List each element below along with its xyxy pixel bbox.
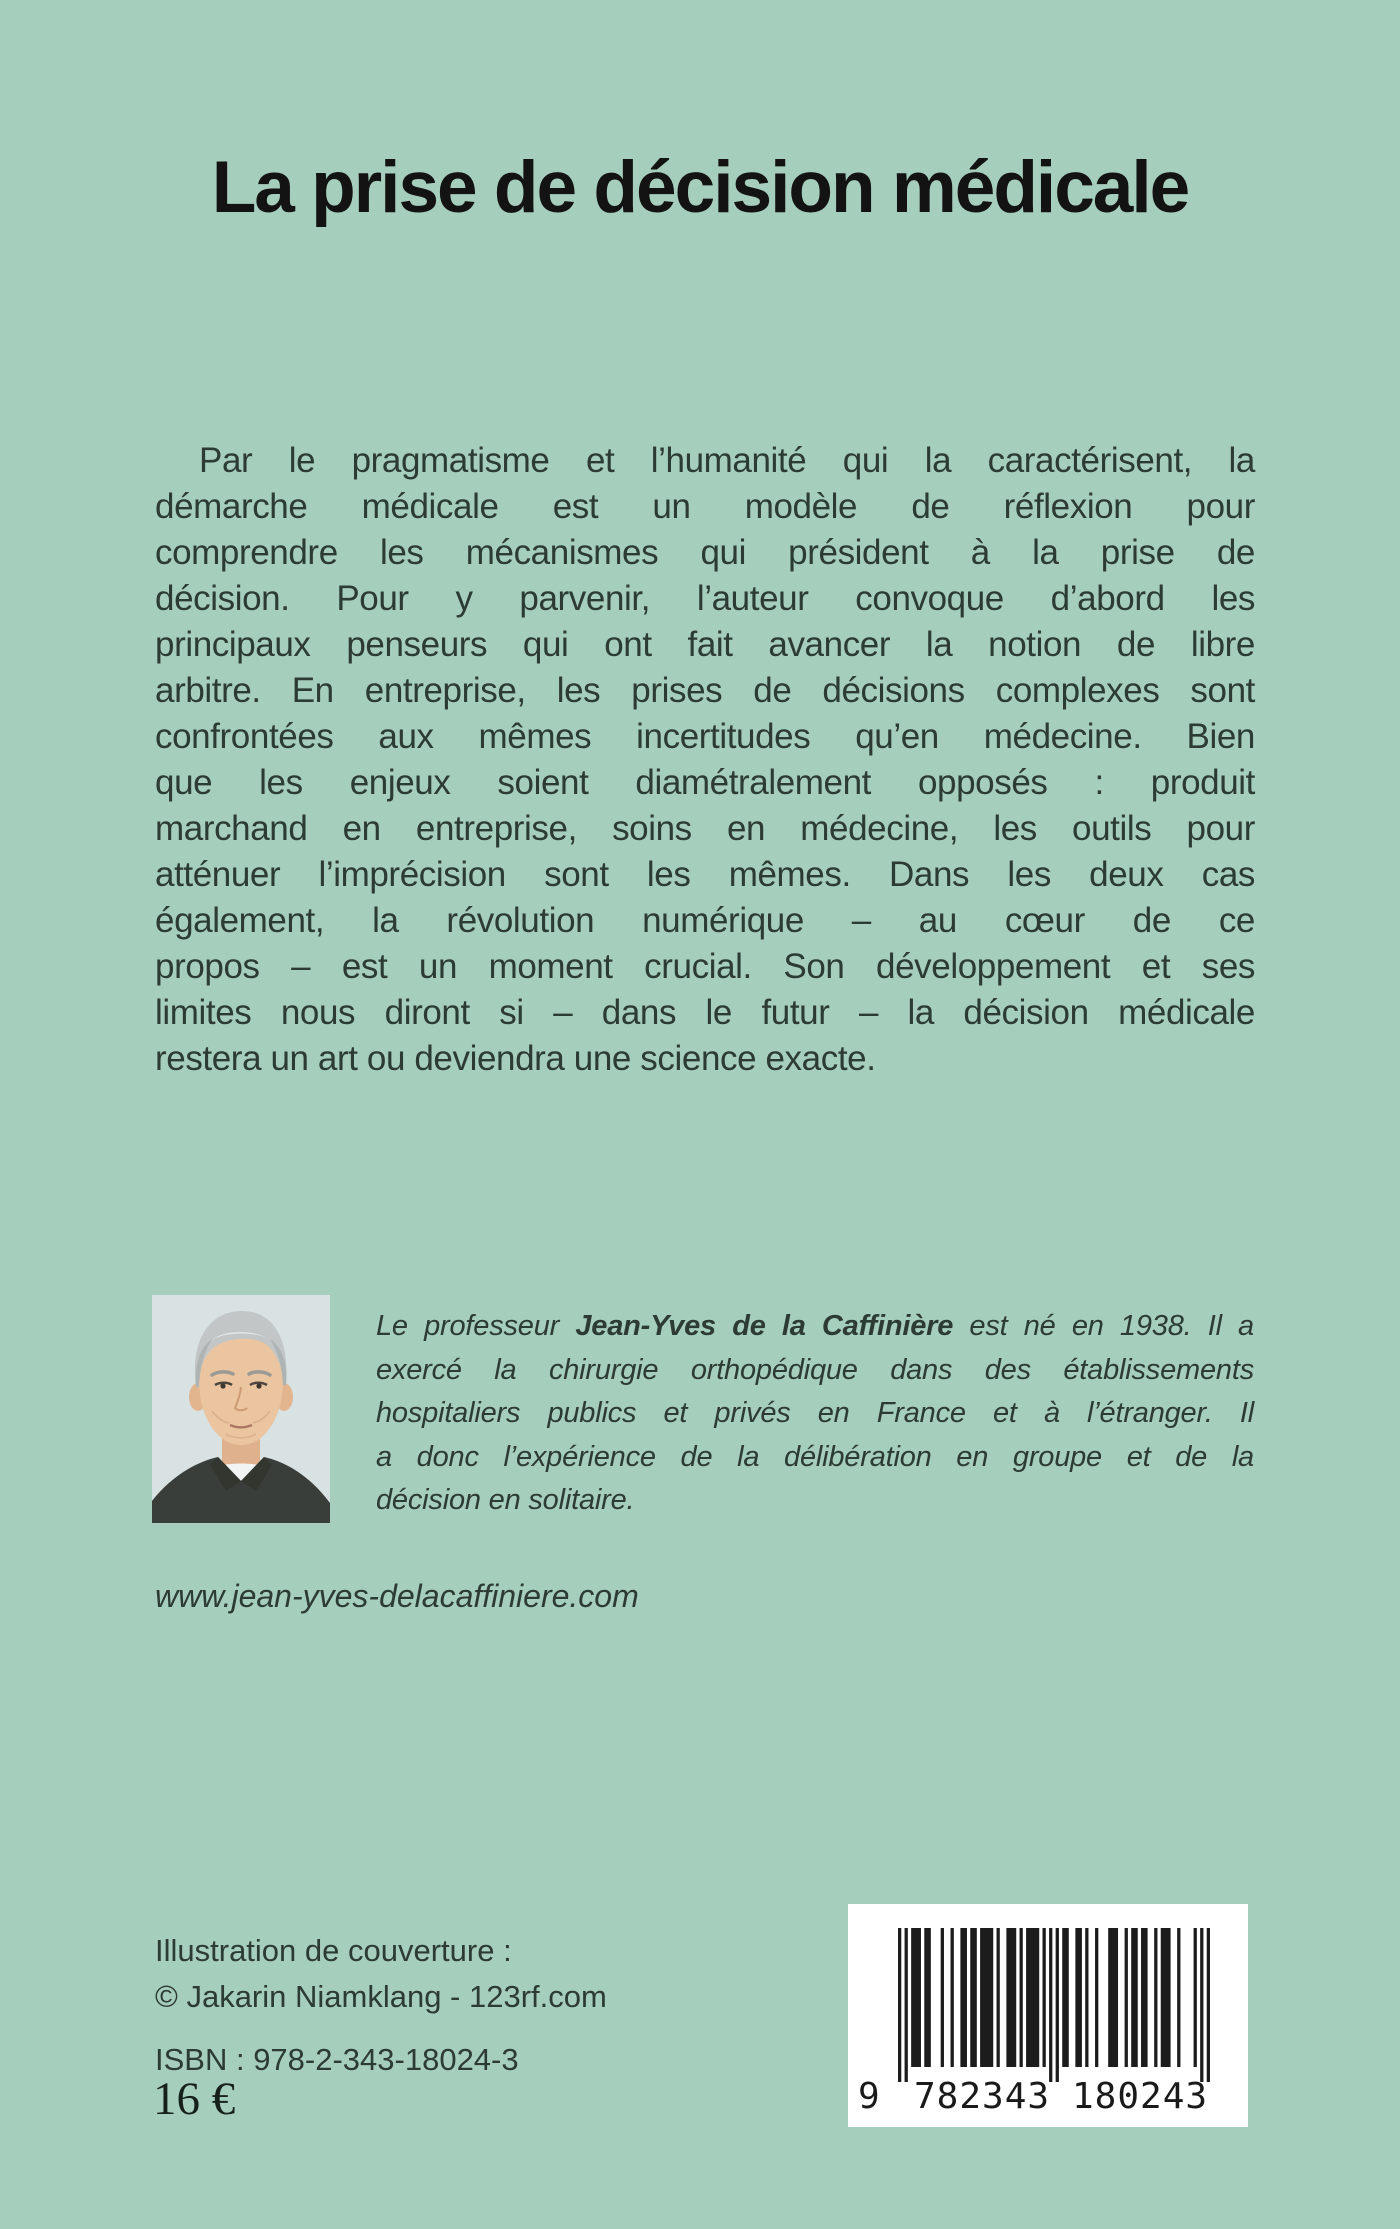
book-title: La prise de décision médicale [211,147,1189,228]
cover-illustration-credit [155,1928,607,2020]
synopsis-line: marchand en entreprise, soins en médecine, les outils pour [155,809,1255,848]
bio-line: hospitaliers publics et privés en France et à l’étranger. Il [376,1397,1254,1429]
bio-text-segment: Le professeur [376,1310,576,1342]
author-portrait-image [152,1295,330,1523]
price: 16 € [153,2073,236,2125]
author-name: Jean-Yves de la Caffinière [575,1310,954,1342]
credit-label: Illustration de couverture : [155,1933,512,1968]
barcode-digit-lead: 9 [858,2076,881,2117]
barcode-number [848,2076,1248,2122]
credit-holder: © Jakarin Niamklang - 123rf.com [155,1979,607,2014]
synopsis-line: arbitre. En entreprise, les prises de décisions complexes sont [155,671,1255,710]
synopsis-line: restera un art ou deviendra une science exacte. [155,1039,876,1078]
synopsis-line: que les enjeux soient diamétralement opposés : produit [155,763,1255,802]
synopsis-line: propos – est un moment crucial. Son développement et ses [155,947,1255,986]
synopsis-line: Par le pragmatisme et l’humanité qui la caractérisent, la [199,441,1255,480]
synopsis-line: décision. Pour y parvenir, l’auteur convoque d’abord les [155,579,1255,618]
bio-line: exercé la chirurgie orthopédique dans des établissements [376,1353,1254,1386]
synopsis-line: également, la révolution numérique – au cœur de ce [155,901,1255,940]
barcode [848,1904,1248,2127]
author-website: www.jean-yves-delacaffiniere.com [155,1578,639,1614]
author-bio [376,1305,1254,1523]
synopsis-line: comprendre les mécanismes qui président à la prise de [155,533,1255,572]
author-photo [152,1295,330,1523]
barcode-digits-left: 782343 [914,2076,1051,2117]
synopsis-line: confrontées aux mêmes incertitudes qu’en médecine. Bien [155,717,1255,756]
synopsis-line: limites nous diront si – dans le futur – la décision médicale [155,993,1255,1032]
bio-line [376,1305,1254,1349]
bio-line: a donc l’expérience de la délibération en groupe et de la [376,1440,1254,1473]
synopsis-line: atténuer l’imprécision sont les mêmes. Dans les deux cas [155,855,1255,894]
bio-line: décision en solitaire. [376,1484,635,1516]
bio-text-segment: est né en 1938. Il a [953,1310,1254,1342]
synopsis-line: démarche médicale est un modèle de réflexion pour [155,487,1255,526]
barcode-digits-right: 180243 [1072,2076,1209,2117]
synopsis-line: principaux penseurs qui ont fait avancer la notion de libre [155,625,1255,664]
isbn: ISBN : 978-2-343-18024-3 [155,2042,519,2077]
synopsis [155,438,1255,1082]
